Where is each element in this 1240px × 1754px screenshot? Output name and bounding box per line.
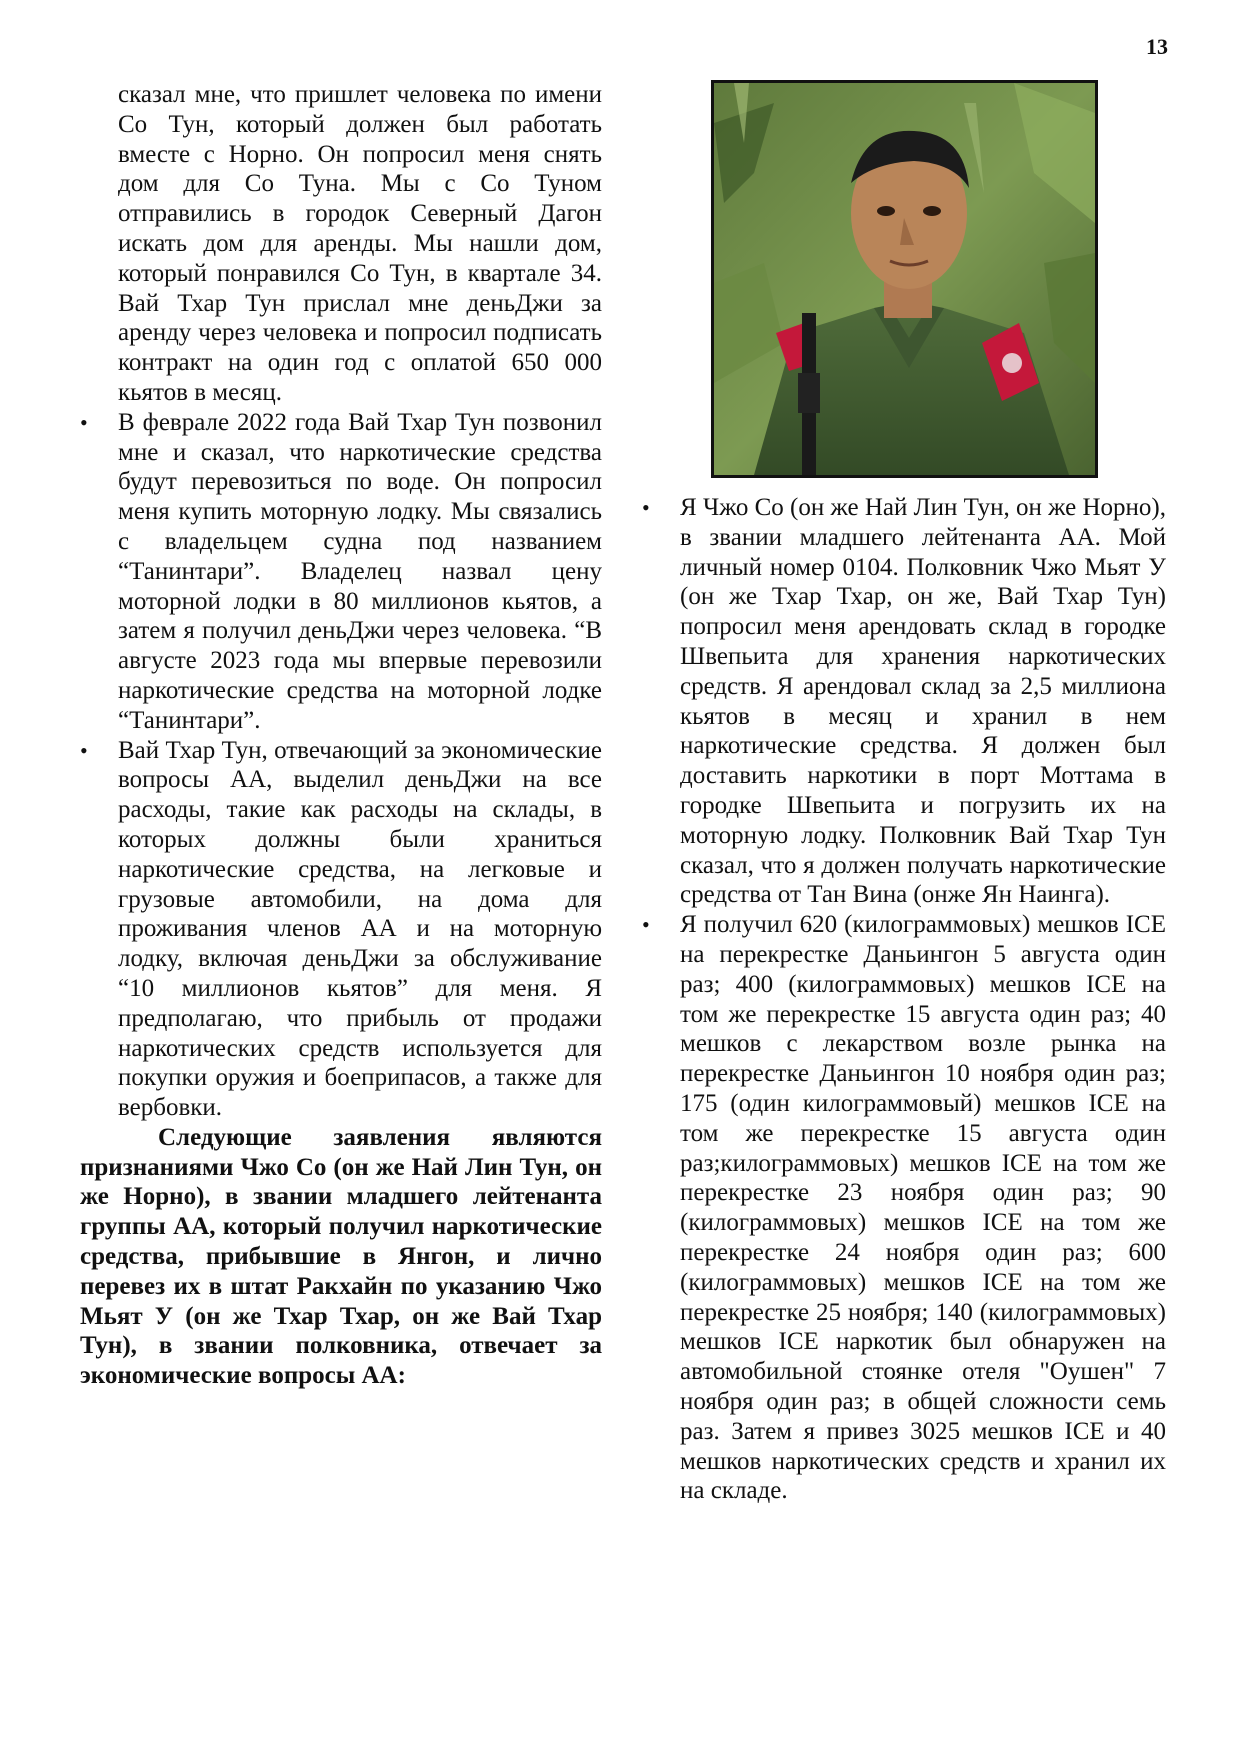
bold-statement: Следующие заявления являются признаниями Чжо Со (он же Най Лин Тун, он же Норно), в звании младшего лейтенанта группы АА, который получил наркотические средства, прибывшие в Янгон, и лично перевез их в штат Ракхайн по указанию Чжо Мьят У (он же Тхар Тхар, он же Вай Тхар Тун), в звании полковника, отвечает за экономические вопросы АА: <box>80 1123 602 1390</box>
bullet-marker: • <box>80 737 88 763</box>
list-item <box>80 408 602 736</box>
list-item-text: Вай Тхар Тун, отвечающий за экономические вопросы АА, выделил деньДжи на все расходы, такие как расходы на склады, в которых должны были храниться наркотические средства, на легковые и грузовые автомобили, на дома для проживания членов АА и на моторную лодку, включая деньДжи за обслуживание “10 миллионов кьятов” для меня. Я предполагаю, что прибыль от продажи наркотических средств используется для покупки оружия и боеприпасов, а также для вербовки. <box>118 736 602 1122</box>
list-item-text: Я получил 620 (килограммовых) мешков ICE на перекрестке Даньингон 5 августа один раз; 400 (килограммовых) мешков ICE на том же перекрестке 15 августа один раз; 40 мешков с лекарством возле рынка на перекрестке Даньингон 10 ноября один раз; 175 (один килограммовый) мешков ICE на том же перекрестке 15 августа один раз;килограммовых) мешков ICE на том же перекрестке 23 ноября один раз; 90 (килограммовых) мешков ICE на том же перекрестке 24 ноября один раз; 600 (килограммовых) мешков ICE на том же перекрестке 25 ноября; 140 (килограммовых) мешков ICE наркотик был обнаружен на автомобильной стоянке отеля "Оушен" 7 ноября один раз; в общей сложности семь раз. Затем я привез 3025 мешков ICE и 40 мешков наркотических средств и хранил их на складе. <box>680 911 1166 1505</box>
left-column <box>80 80 602 1391</box>
soldier-photo <box>711 80 1098 478</box>
list-item <box>80 736 602 1123</box>
bullet-marker: • <box>642 912 650 938</box>
left-bullet-list <box>80 408 602 1123</box>
bullet-marker: • <box>642 495 650 520</box>
right-column <box>642 493 1166 1506</box>
bullet-marker: • <box>80 409 88 435</box>
list-item-text: Я Чжо Со (он же Най Лин Тун, он же Норно), в звании младшего лейтенанта АА. Мой личный номер 0104. Полковник Чжо Мьят У (он же Тхар Тхар, он же, Вай Тхар Тун) попросил меня арендовать склад в городке Швепьита для хранения наркотических средств. Я арендовал склад за 2,5 миллиона кьятов в месяц и хранил в нем наркотические средства. Я должен был доставить наркотики в порт Моттама в городке Швепьита и погрузить их на моторную лодку. Полковник Вай Тхар Тун сказал, что я должен получать наркотические средства от Тан Вина (онже Ян Наинга). <box>680 494 1166 909</box>
page-number: 13 <box>1146 34 1168 59</box>
photo-illustration <box>714 83 1095 475</box>
right-bullet-list <box>642 493 1166 1506</box>
continuation-paragraph: сказал мне, что пришлет человека по имени Со Тун, который должен был работать вместе с Норно. Он попросил меня снять дом для Со Туна. Мы с Со Туном отправились в городок Северный Дагон искать дом для аренды. Мы нашли дом, который понравился Со Тун, в квартале 34. Вай Тхар Тун прислал мне деньДжи за аренду через человека и попросил подписать контракт на один год с оплатой 650 000 кьятов в месяц. <box>118 81 602 406</box>
list-item <box>642 493 1166 910</box>
list-item <box>642 910 1166 1506</box>
list-item-text: В феврале 2022 года Вай Тхар Тун позвонил мне и сказал, что наркотические средства будут перевозиться по воде. Он попросил меня купить моторную лодку. Мы связались с владельцем судна под названием “Танинтари”. Владелец назвал цену моторной лодки в 80 миллионов кьятов, а затем я получил деньДжи через человека. “В августе 2023 года мы впервые перевозили наркотические средства на моторной лодке “Танинтари”. <box>118 408 602 734</box>
